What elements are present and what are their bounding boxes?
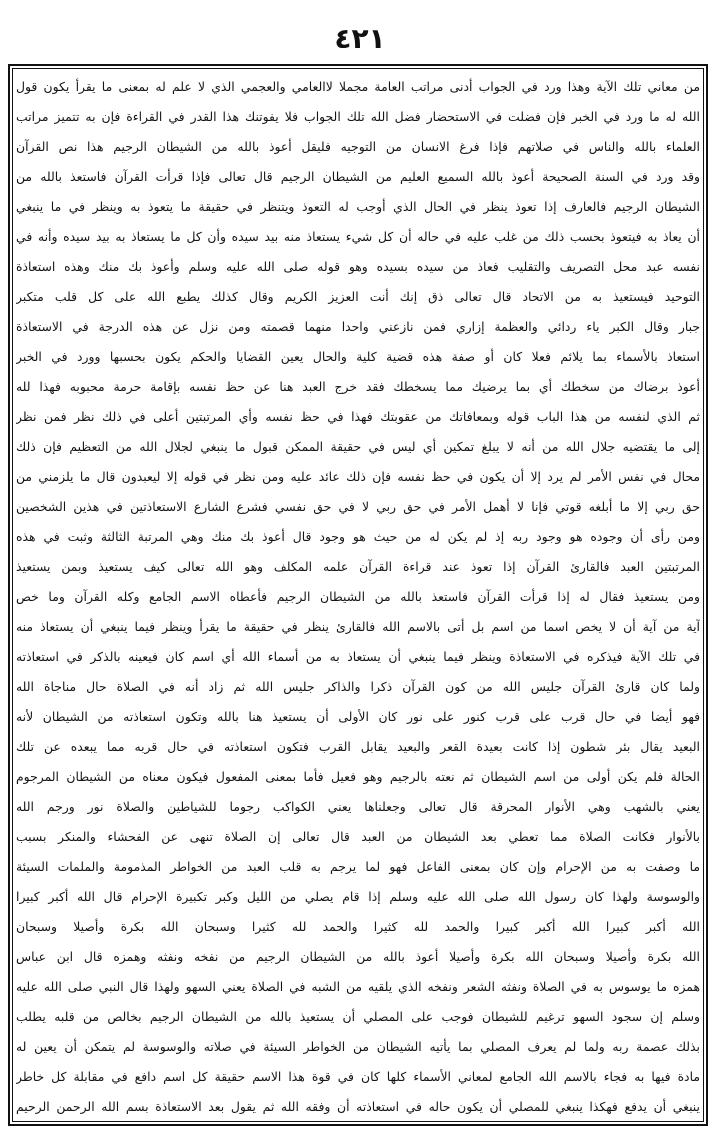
text-line: من معاني تلك الآية وهذا ورد في الجواب أدنى مراتب العامة مجملا لاالعامي والعجمي الذي لا علم له بمعنى ما يقرأ يكون قول [16,79,700,94]
text-line: ومن يستعيذ فقال له إذا قرأت القرآن فاستعذ بالله من الشيطان الرجيم فأعطاه الاسم الجامع وكله القرآن وما خص [16,589,700,604]
text-line: الله أكبر كبيرا الله أكبر كبيرا والحمد لله كثيرا والحمد لله كثيرا وسبحان الله بكرة وأصيلا وسبحان [16,919,700,934]
text-line: فهو أيضا في حال قرب على قرب كنور على نور كان الأولى أن يستعيذ هنا بالله وتكون استعاذته من الشيطان لأنه [16,709,700,724]
body-text [16,70,700,1120]
text-line: وقد ورد في السنة الصحيحة أعوذ بالله السميع العليم من الشيطان الرجيم قال تعالى فإذا قرأت القرآن فاستعذ بالله من [16,169,700,184]
text-line: آية من آية أن لا يخص اسما من اسم بل أتى بالاسم الله فالقارئ ينظر في حقيقة ما يقرأ وينظر فيما ينبغي أن يستعاذ منه [16,619,700,634]
text-line: بذلك عصمة ربه ولما لم يعرف المصلي بما يأتيه الشيطان من الخواطر السيئة في صلاته والوسوسة لم يتمكن أن يعين له [16,1039,700,1054]
text-line: العلماء بالله والناس في صلاتهم فإذا فرغ الانسان من التوجيه فليقل أعوذ بالله من الشيطان الرجيم هذا نص القرآن [16,139,700,154]
text-line: ومن رأى أن وجوده هو وجود ربه إذ لم يكن له من حيث هو وجود قال أعوذ بك منك وهي المرتبة الثالثة وثبت في هذه [16,529,700,544]
text-line: ينبغي أن يدفع فهكذا ينبغي للمصلي أن يكون حاله في استعاذته أن وفقه الله ثم يقول بعد الاستعاذة بسم الله الرحمن الرحيم [16,1099,700,1114]
text-line: الشيطان الرجيم فالعارف إذا تعوذ ينظر في الحال الذي أوجب له التعوذ ويتنظر في حقيقة ما يتعوذ به وينظر في ما ينبغي [16,199,700,214]
text-line: ولما كان قارئ القرآن جليس الله من كون القرآن ذكرا والذاكر جليس الله ثم زاد أنه في الصلاة حال مناجاة الله [16,679,700,694]
text-line: في تلك الآية فيذكره في الاستعاذة وينظر فيما ينبغي أن يستعاذ به من أسماء الله أي اسم كان فيعينه بالذكر في استعاذته [16,649,700,664]
text-line: استعاذ بالأسماء بما يلائم فعلا كان أو صفة هذه قضية كلية والحال يعين القضايا والحكم يكون بحسبها وورد في الخبر [16,349,700,364]
text-line: أعوذ برضاك من سخطك أي بما يرضيك مما يسخطك فقد خرج العبد هنا عن حظ نفسه بإقامة حرمة محبوبه فهذا لله [16,379,700,394]
text-line: حق ربي إلا ما أبلغه قوتي فإنا لا أهمل الأمر في حق ربي لا في حق نفسي فشرع الشارع الاستعاذتين في هذين الشخصين [16,499,700,514]
text-line: بالأنوار فكانت الصلاة مما تعطي بعد الشيطان من العبد قال تعالى إن الصلاة تنهى عن الفحشاء والمنكر بسبب [16,829,700,844]
text-line: جبار وقال الكبر ياء ردائي والعظمة إزاري فمن نازعني واحدا منهما قصمته ومن نزل عن هذه الدرجة في الاستعاذة [16,319,700,334]
text-line: وسلم إن سجود السهو ترغيم للشيطان فوجب على المصلي أن يستعيذ بالله من الشيطان الرجيم بخالص من قلبه يطلب [16,1009,700,1024]
text-line: الله بكرة وأصيلا وسبحان الله بكرة وأصيلا أعوذ بالله من الشيطان الرجيم من نفخه ونفثه وهمزه قال ابن عباس [16,949,700,964]
text-line: الحالة فلم يكن أولى من اسم الشيطان ثم نعته بالرجيم وهو فعيل فأما بمعنى المفعول فيكون معناه من الشيطان المرجوم [16,769,700,784]
text-line: أن يعاذ به فيتعوذ بحسب ذلك من غلب عليه في حاله أن كل شيء يستعاذ منه بيد سيده وأن كل ما يستعاذ به بيد سيده وأنه في [16,229,700,244]
text-line: ما وصفت به من الإحرام وإن كان بمعنى الفاعل فهو لما يرجم به قلب العبد من الخواطر المذمومة والملمات السيئة [16,859,700,874]
text-line: مادة فيها به فجاء بالاسم الله الجامع لمعاني الأسماء كلها كان في قوة هذا الاسم حقيقة كل اسم دافع في مقابلة كل خاطر [16,1069,700,1084]
text-line: والوسوسة ولهذا كان رسول الله صلى الله عليه وسلم إذا قام يصلي من الليل وكبر تكبيرة الإحرام قال الله أكبر كبيرا [16,889,700,904]
text-line: البعيد يقال بئر شطون إذا كانت بعيدة القعر والبعيد يقابل القرب فتكون استعاذته في حال قربه مما يبعده عن تلك [16,739,700,754]
text-line: التوحيد فيستعيذ به من الاتحاد قال تعالى ذق إنك أنت العزيز الكريم وقال كذلك يطبع الله على كل قلب متكبر [16,289,700,304]
text-line: الله له ما ورد في الخبر فإن فضلت في الاستحضار فضل الله تلك الجواب فلا يفوتنك هذا القدر في القراءة فإن به تتميز مراتب [16,109,700,124]
text-line: يعني بالشهب وهي الأنوار المحرقة قال تعالى وجعلناها يعني الكواكب رجوما للشياطين والصلاة نور ورجم الله [16,799,700,814]
text-line: محال في نفس الأمر لم يرد إلا أن يكون في حظ نفسه فإن ذلك عائد عليه ومن نظر في قوله إلا ليعبدون قال ما يلزمني من [16,469,700,484]
text-line: همزه ما يوسوس به في الصلاة ونفثه الشعر ونفخه الذي يلقيه من الشبه في الصلاة يعني السهو ولهذا قال النبي صلى الله عليه [16,979,700,994]
text-line: ثم الذي لنفسه من هذا الباب قوله وبمعافاتك من عقوبتك فهذا في حظ نفسه وأي المرتبتين أعلى في ذلك نظر فمن نظر [16,409,700,424]
text-line: المرتبتين العبد فالقارئ القرآن إذا تعوذ عند قراءة القرآن علمه المكلف وهو الله تعالى كيف يستعيذ وبمن يستعيذ [16,559,700,574]
text-line: نفسه عبد محل التصريف والتقليب فعاذ من سيده بسيده وهو قوله صلى الله عليه وسلم وأعوذ بك منك وهذه استعاذة [16,259,700,274]
page-number: ٤٢١ [334,22,386,55]
text-line: إلى ما يقتضيه جلال الله من أنه لا يبلغ تمكين أي ليس في حقيقة الممكن قبول ما ينبغي لجلال الله من التعظيم فإن ذلك [16,439,700,454]
